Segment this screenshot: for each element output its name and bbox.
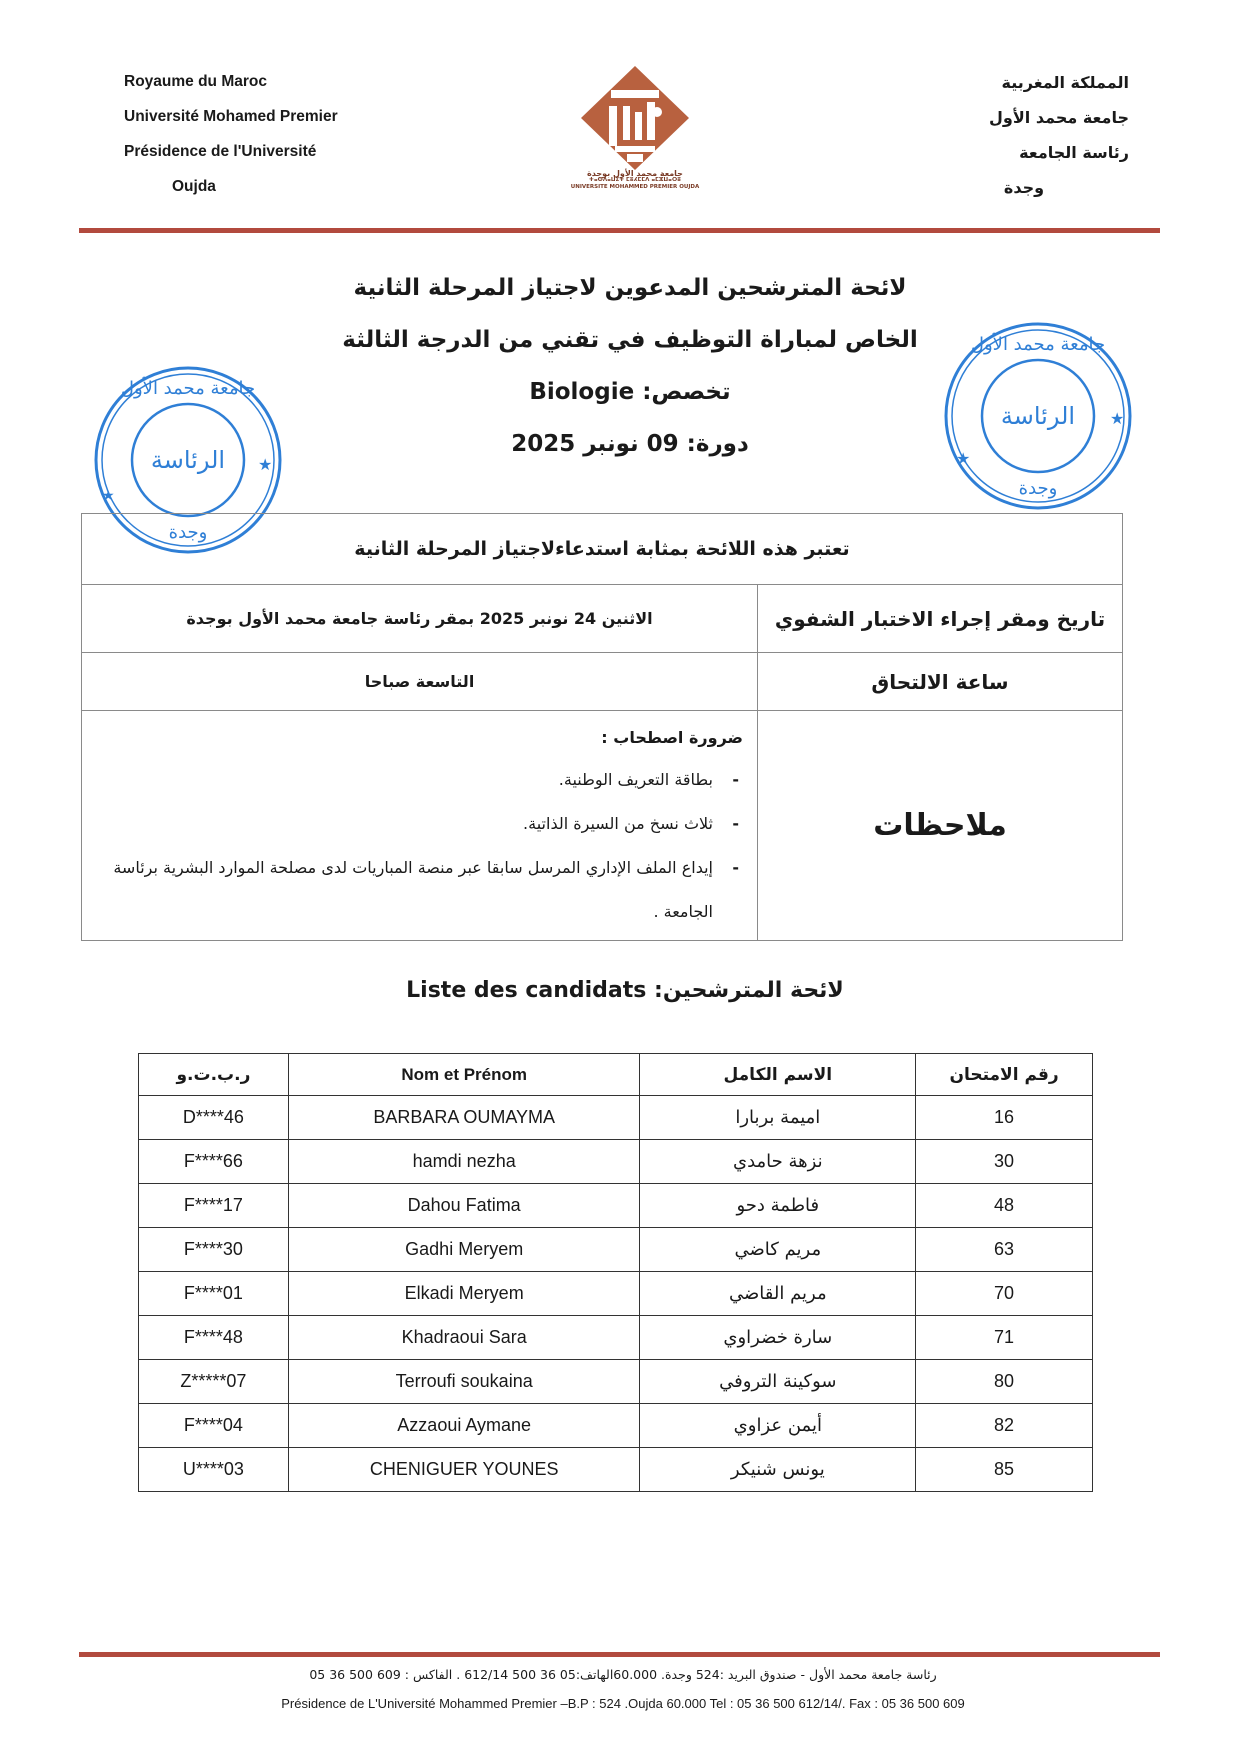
- column-header-name-ar: الاسم الكامل: [640, 1054, 916, 1096]
- svg-text:★: ★: [102, 488, 115, 504]
- candidate-name-ar: سوكينة التروفي: [640, 1360, 916, 1404]
- notes-item: - ثلاث نسخ من السيرة الذاتية.: [96, 802, 743, 846]
- candidate-name-fr: CHENIGUER YOUNES: [288, 1448, 640, 1492]
- candidate-exam-number: 63: [916, 1228, 1093, 1272]
- candidate-cin: U****03: [139, 1448, 289, 1492]
- table-row: [139, 1184, 1093, 1228]
- candidate-name-ar: مريم القاضي: [640, 1272, 916, 1316]
- logo-caption-tifinagh: ⵜⴰⵙⴷⴰⵡⵉⵜ ⵎⵓⵃⵎⵎⴷ ⴰⵎⵣⵡⴰⵔⵓ: [589, 177, 681, 183]
- candidate-name-fr: Dahou Fatima: [288, 1184, 640, 1228]
- header-ar-line: وجدة: [1003, 178, 1045, 197]
- table-row: [139, 1448, 1093, 1492]
- table-row: [139, 1404, 1093, 1448]
- notes-item: - إيداع الملف الإداري المرسل سابقا عبر منصة المباريات لدى مصلحة الموارد البشرية برئاسة الجامعة .: [96, 846, 743, 934]
- footer-address-ar: رئاسة جامعة محمد الأول - صندوق البريد :524 وجدة. 60.000الهاتف:05 36 500 612/14 . الفاكس : 609 500 36 05: [309, 1667, 937, 1682]
- session-line: دورة: 09 نونبر 2025: [511, 431, 749, 457]
- stamp-center-text: الرئاسة: [150, 446, 226, 474]
- header-ar-line: رئاسة الجامعة: [1019, 143, 1129, 162]
- logo-caption: [560, 170, 710, 191]
- candidate-cin: F****17: [139, 1184, 289, 1228]
- header-ar-line: جامعة محمد الأول: [989, 108, 1129, 127]
- candidate-cin: F****30: [139, 1228, 289, 1272]
- candidates-table: [138, 1053, 1093, 1492]
- candidate-name-fr: Terroufi soukaina: [288, 1360, 640, 1404]
- candidate-name-ar: اميمة بربارا: [640, 1096, 916, 1140]
- candidate-name-fr: hamdi nezha: [288, 1140, 640, 1184]
- svg-text:★: ★: [258, 455, 273, 474]
- official-stamp-icon: [938, 316, 1138, 516]
- logo-caption-fr: UNIVERSITE MOHAMMED PREMIER OUJDA: [570, 184, 700, 190]
- notes-heading: ضرورة اصطحاب :: [601, 727, 743, 747]
- column-header-cin: ر.ب.ت.و: [139, 1054, 289, 1096]
- candidate-exam-number: 30: [916, 1140, 1093, 1184]
- specialty-line: تخصص: Biologie: [529, 379, 731, 405]
- arrival-time-value: التاسعة صباحا: [82, 653, 758, 711]
- header-french-block: [124, 70, 404, 210]
- candidate-name-ar: سارة خضراوي: [640, 1316, 916, 1360]
- column-header-exam-number: رقم الامتحان: [916, 1054, 1093, 1096]
- candidate-name-fr: BARBARA OUMAYMA: [288, 1096, 640, 1140]
- footer-address-fr: Présidence de L'Université Mohammed Premier –B.P : 524 .Oujda 60.000 Tel : 05 36 500 612/14/. Fax : 05 36 500 609: [281, 1696, 965, 1711]
- header-fr-line: Royaume du Maroc: [124, 73, 267, 90]
- table-row: [139, 1272, 1093, 1316]
- candidate-name-ar: مريم كاضي: [640, 1228, 916, 1272]
- candidate-name-ar: يونس شنيكر: [640, 1448, 916, 1492]
- table-row: [139, 1228, 1093, 1272]
- title-line: لائحة المترشحين المدعوين لاجتياز المرحلة الثانية: [353, 275, 907, 301]
- candidate-cin: F****48: [139, 1316, 289, 1360]
- table-row: [139, 1140, 1093, 1184]
- convocation-banner: تعتبر هذه اللائحة بمثابة استدعاءلاجتياز المرحلة الثانية: [82, 514, 1123, 585]
- logo-caption-ar: جامعة محمد الأول بوجدة: [587, 169, 683, 178]
- title-line: الخاص لمباراة التوظيف في تقني من الدرجة الثالثة: [342, 327, 918, 353]
- oral-exam-date-label: تاريخ ومقر إجراء الاختبار الشفوي: [758, 585, 1123, 653]
- candidate-cin: F****01: [139, 1272, 289, 1316]
- candidate-name-ar: نزهة حامدي: [640, 1140, 916, 1184]
- candidate-exam-number: 80: [916, 1360, 1093, 1404]
- candidates-list-title: لائحة المترشحين: Liste des candidats: [406, 978, 844, 1003]
- svg-text:★: ★: [956, 449, 971, 468]
- stamp-outer-text: جامعة محمد الأول: [970, 334, 1106, 355]
- candidate-exam-number: 16: [916, 1096, 1093, 1140]
- candidate-exam-number: 70: [916, 1272, 1093, 1316]
- candidate-name-fr: Gadhi Meryem: [288, 1228, 640, 1272]
- header-fr-line: Université Mohamed Premier: [124, 108, 338, 125]
- table-header-row: [139, 1054, 1093, 1096]
- column-header-name-fr: Nom et Prénom: [288, 1054, 640, 1096]
- candidate-name-fr: Azzaoui Aymane: [288, 1404, 640, 1448]
- footer-divider: [79, 1652, 1160, 1657]
- stamp-bottom-text: وجدة: [168, 522, 208, 543]
- header-arabic-block: [869, 70, 1129, 210]
- oral-exam-date-value: الاثنين 24 نونبر 2025 بمقر رئاسة جامعة محمد الأول بوجدة: [82, 585, 758, 653]
- svg-text:★: ★: [1110, 409, 1125, 428]
- stamp-outer-text: جامعة محمد الأول: [120, 378, 256, 399]
- info-table: [81, 513, 1123, 941]
- candidate-exam-number: 82: [916, 1404, 1093, 1448]
- header-divider: [79, 228, 1160, 233]
- header-fr-line: Oujda: [172, 178, 216, 195]
- header-ar-line: المملكة المغربية: [1001, 73, 1129, 92]
- candidate-exam-number: 48: [916, 1184, 1093, 1228]
- arrival-time-label: ساعة الالتحاق: [758, 653, 1123, 711]
- candidate-cin: F****66: [139, 1140, 289, 1184]
- document-title: [300, 268, 960, 476]
- header-fr-line: Présidence de l'Université: [124, 143, 317, 160]
- stamp-center-text: الرئاسة: [1000, 402, 1076, 430]
- candidate-name-ar: فاطمة دحو: [640, 1184, 916, 1228]
- table-row: [139, 1096, 1093, 1140]
- notes-label: ملاحظات: [758, 711, 1123, 941]
- candidate-cin: Z*****07: [139, 1360, 289, 1404]
- candidate-name-fr: Elkadi Meryem: [288, 1272, 640, 1316]
- candidate-exam-number: 71: [916, 1316, 1093, 1360]
- candidate-cin: D****46: [139, 1096, 289, 1140]
- candidate-name-fr: Khadraoui Sara: [288, 1316, 640, 1360]
- candidate-name-ar: أيمن عزاوي: [640, 1404, 916, 1448]
- stamp-bottom-text: وجدة: [1018, 478, 1058, 499]
- table-row: [139, 1316, 1093, 1360]
- notes-content: [82, 711, 758, 941]
- table-row: [139, 1360, 1093, 1404]
- candidate-exam-number: 85: [916, 1448, 1093, 1492]
- notes-item: - بطاقة التعريف الوطنية.: [96, 758, 743, 802]
- candidate-cin: F****04: [139, 1404, 289, 1448]
